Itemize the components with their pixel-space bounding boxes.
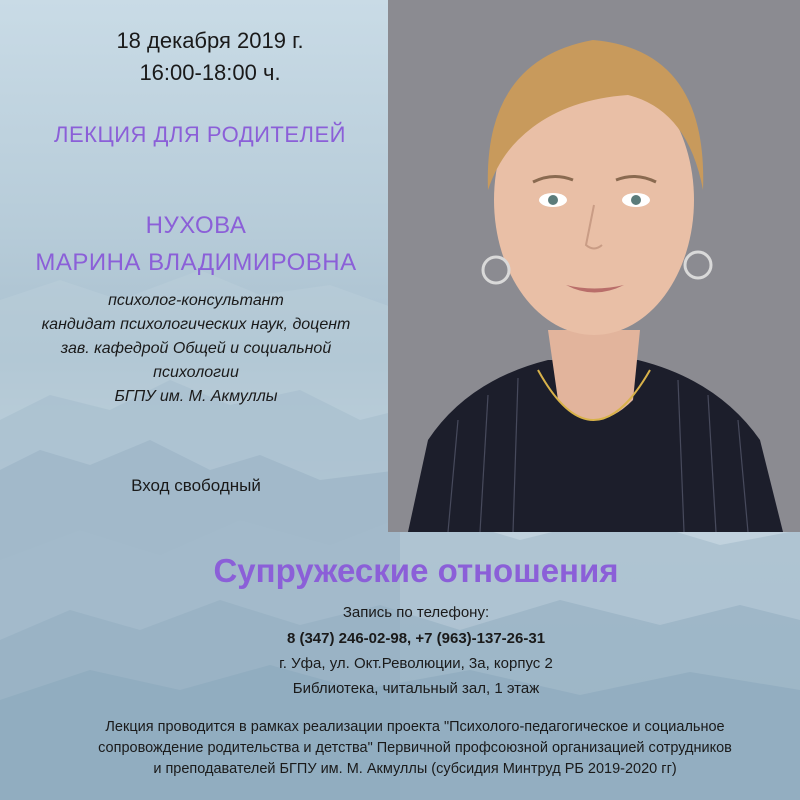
- speaker-given-names: МАРИНА ВЛАДИМИРОВНА: [35, 249, 357, 276]
- footer-line: и преподавателей БГПУ им. М. Акмуллы (субсидия Минтруд РБ 2019-2020 гг): [153, 761, 677, 777]
- credential-line: БГПУ им. М. Акмуллы: [114, 388, 278, 405]
- speaker-credentials: [0, 289, 392, 409]
- credential-line: психолог-консультант: [108, 292, 284, 309]
- credential-line: психологии: [153, 364, 239, 381]
- event-time: 16:00-18:00 ч.: [139, 60, 281, 85]
- footer-line: Лекция проводится в рамках реализации проекта "Психолого-педагогическое и социальное: [105, 719, 725, 735]
- lecture-type-heading: ЛЕКЦИЯ ДЛЯ РОДИТЕЛЕЙ: [54, 122, 346, 147]
- phone-numbers: 8 (347) 246-02-98, +7 (963)-137-26-31: [286, 630, 546, 647]
- event-date: 18 декабря 2019 г.: [116, 28, 304, 53]
- speaker-surname: НУХОВА: [145, 212, 247, 239]
- footer-line: сопровождение родительства и детства" Первичной профсоюзной организацией сотрудников: [98, 740, 732, 756]
- credential-line: кандидат психологических наук, доцент: [41, 316, 351, 333]
- credential-line: зав. кафедрой Общей и социальной: [60, 340, 332, 357]
- free-entry-note: Вход свободный: [131, 476, 261, 495]
- project-footer-note: [20, 717, 800, 780]
- speaker-portrait: [388, 0, 800, 532]
- lecture-topic-title: Супружеские отношения: [213, 552, 619, 589]
- event-room: Библиотека, читальный зал, 1 этаж: [292, 680, 540, 697]
- event-address: г. Уфа, ул. Окт.Революции, 3а, корпус 2: [279, 655, 553, 672]
- registration-label: Запись по телефону:: [342, 604, 490, 621]
